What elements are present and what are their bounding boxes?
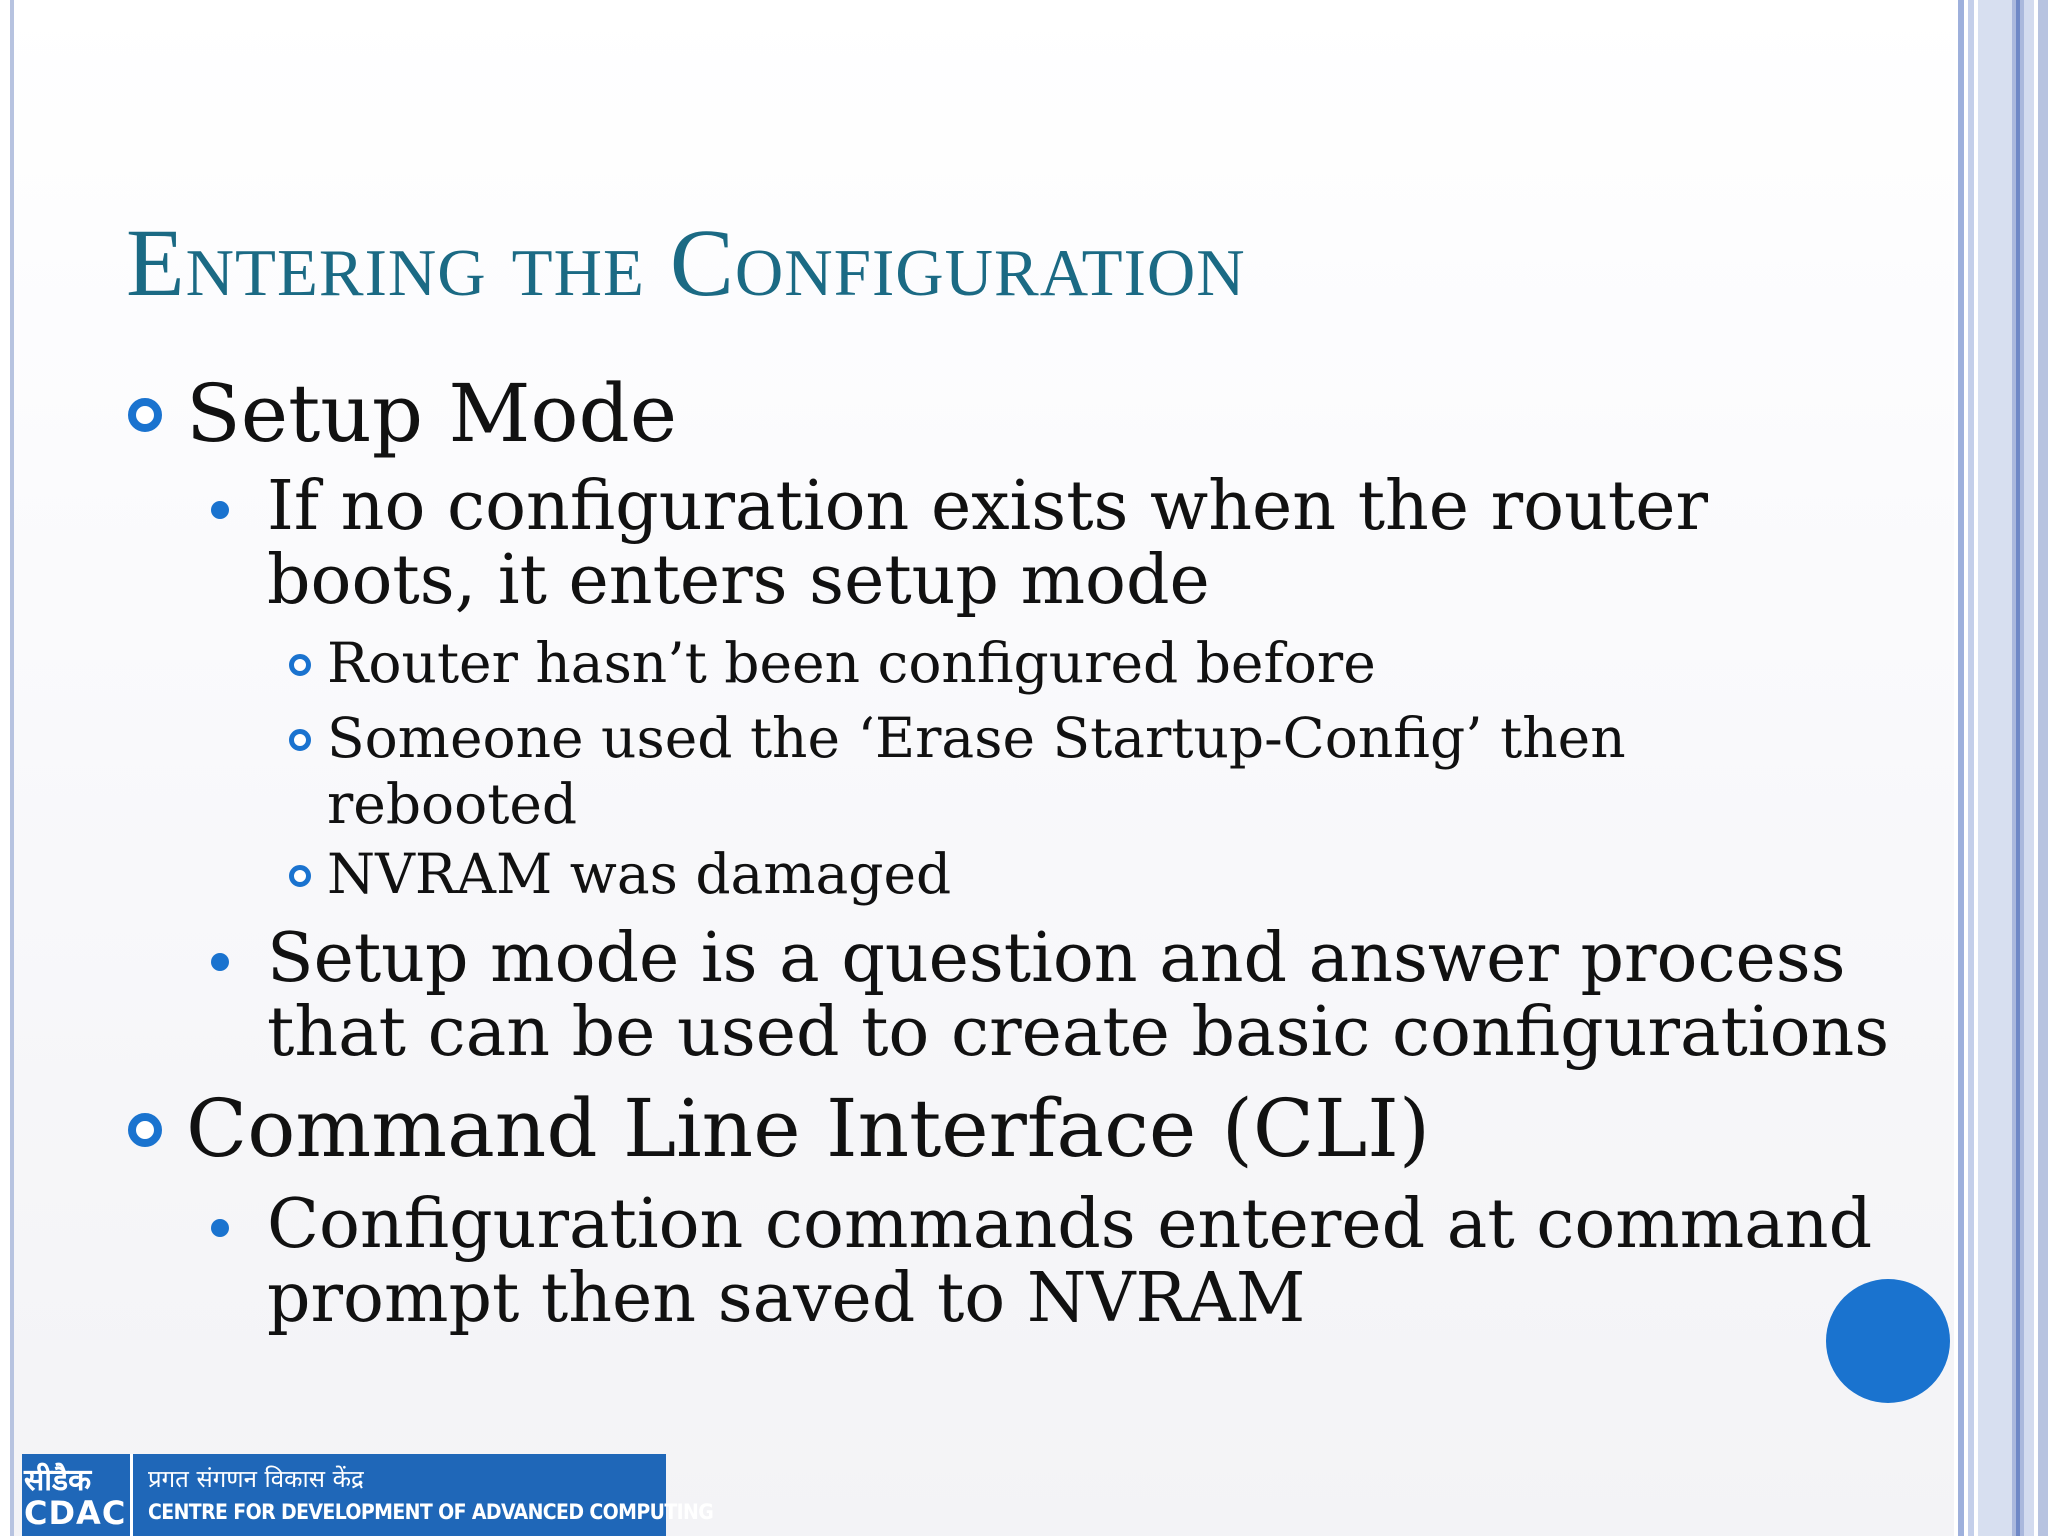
dot-bullet-icon (211, 501, 229, 519)
logo-english-name: CENTRE FOR DEVELOPMENT OF ADVANCED COMPUTING (148, 1500, 714, 1524)
ring-bullet-icon (289, 865, 311, 887)
bullet-config-commands (267, 1185, 1873, 1338)
dot-bullet-icon (211, 953, 229, 971)
cdac-logo-mark (22, 1454, 133, 1536)
dot-bullet-icon (211, 1219, 229, 1237)
ring-bullet-icon (289, 729, 311, 751)
bullet-nvram-damaged (327, 841, 951, 907)
bullet-line: Setup mode is a question and answer process (267, 919, 1846, 998)
right-border-stripes (1954, 0, 2048, 1536)
bullet-line: prompt then saved to NVRAM (267, 1259, 1306, 1338)
bullet-no-config-exists (267, 467, 1708, 620)
bullet-setup-mode-process (267, 919, 1890, 1072)
bullet-cli (186, 1082, 1431, 1175)
bullet-line: Router hasn’t been configured before (327, 631, 1376, 695)
bullet-not-configured-before (327, 630, 1376, 696)
bullet-line: boots, it enters setup mode (267, 541, 1210, 620)
bullet-line: Someone used the ‘Erase Startup-Config’ then (327, 706, 1626, 770)
bullet-line: NVRAM was damaged (327, 842, 952, 906)
bullet-setup-mode (186, 367, 678, 460)
decorative-blue-circle (1826, 1279, 1950, 1403)
bullet-line: that can be used to create basic configurations (267, 993, 1890, 1072)
slide-title: Entering the Configuration (126, 209, 1246, 316)
ring-bullet-icon (289, 654, 311, 676)
bullet-text: Command Line Interface (CLI) (186, 1082, 1431, 1175)
bullet-line: Configuration commands entered at command (267, 1185, 1873, 1264)
cdac-logo (22, 1454, 714, 1536)
logo-mark-english: CDAC (24, 1494, 127, 1532)
logo-hindi-name: प्रगत संगणन विकास केंद्र (148, 1465, 364, 1493)
bullet-line: If no configuration exists when the router (267, 467, 1708, 546)
bullet-erase-startup-config (327, 705, 1626, 837)
ring-bullet-icon (128, 1113, 162, 1147)
bullet-line: rebooted (327, 772, 578, 836)
bullet-text: Setup Mode (186, 367, 678, 460)
logo-mark-hindi: सीडैक (24, 1463, 92, 1498)
ring-bullet-icon (128, 398, 162, 432)
